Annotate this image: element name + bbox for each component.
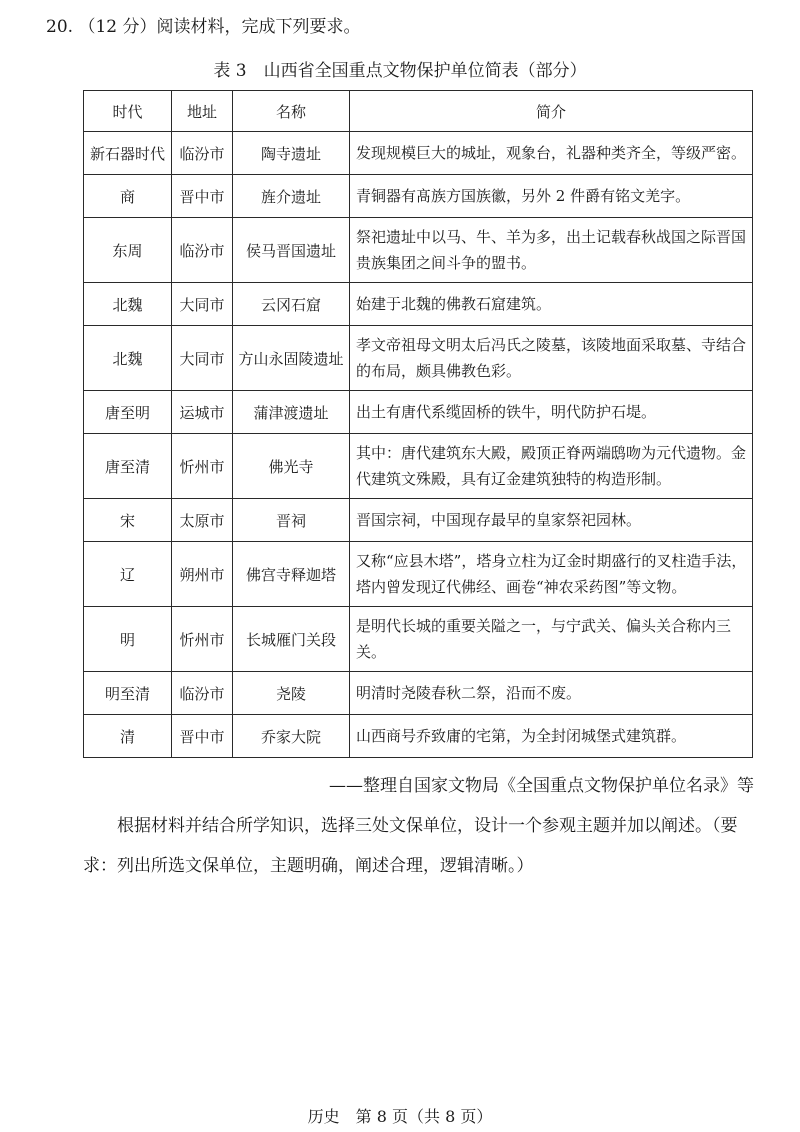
cell-intro: 发现规模巨大的城址，观象台，礼器种类齐全，等级严密。 [350, 132, 753, 175]
page-footer: 历史 第 8 页（共 8 页） [307, 1107, 493, 1126]
cell-era: 东周 [84, 218, 172, 283]
table-row [84, 672, 753, 715]
cell-intro: 是明代长城的重要关隘之一，与宁武关、偏头关合称内三关。 [350, 607, 753, 672]
cell-location: 大同市 [172, 326, 233, 391]
cell-era: 北魏 [84, 283, 172, 326]
cell-name: 云冈石窟 [233, 283, 350, 326]
table-row [84, 132, 753, 175]
cell-location: 运城市 [172, 391, 233, 434]
cell-era: 清 [84, 715, 172, 758]
cell-location: 临汾市 [172, 672, 233, 715]
cell-location: 忻州市 [172, 434, 233, 499]
cell-location: 忻州市 [172, 607, 233, 672]
cell-name: 长城雁门关段 [233, 607, 350, 672]
table-caption: 表 3 山西省全国重点文物保护单位简表（部分） [213, 61, 587, 81]
cell-location: 临汾市 [172, 218, 233, 283]
table-row [84, 283, 753, 326]
cell-era: 唐至清 [84, 434, 172, 499]
cell-name: 尧陵 [233, 672, 350, 715]
cell-intro: 祭祀遗址中以马、牛、羊为多，出土记载春秋战国之际晋国贵族集团之间斗争的盟书。 [350, 218, 753, 283]
cell-intro: 明清时尧陵春秋二祭，沿而不废。 [350, 672, 753, 715]
header-intro: 简介 [350, 91, 753, 132]
cell-name: 佛宫寺释迦塔 [233, 542, 350, 607]
cell-name: 乔家大院 [233, 715, 350, 758]
table-row [84, 434, 753, 499]
cell-intro: 又称“应县木塔”，塔身立柱为辽金时期盛行的叉柱造手法，塔内曾发现辽代佛经、画卷“神农采药图”等文物。 [350, 542, 753, 607]
header-era: 时代 [84, 91, 172, 132]
cell-intro: 山西商号乔致庸的宅第，为全封闭城堡式建筑群。 [350, 715, 753, 758]
cell-location: 大同市 [172, 283, 233, 326]
cell-location: 朔州市 [172, 542, 233, 607]
cell-name: 晋祠 [233, 499, 350, 542]
cell-name: 方山永固陵遗址 [233, 326, 350, 391]
task-instructions: 根据材料并结合所学知识，选择三处文保单位，设计一个参观主题并加以阐述。（要求：列出所选文保单位，主题明确，阐述合理，逻辑清晰。） [83, 816, 738, 876]
question-number: 20. [46, 17, 74, 37]
table-row [84, 326, 753, 391]
table-row [84, 715, 753, 758]
cell-location: 太原市 [172, 499, 233, 542]
cell-intro: 青铜器有髙族方国族徽，另外 2 件爵有铭文羌字。 [350, 175, 753, 218]
cell-era: 唐至明 [84, 391, 172, 434]
header-location: 地址 [172, 91, 233, 132]
cell-name: 蒲津渡遗址 [233, 391, 350, 434]
cell-location: 晋中市 [172, 715, 233, 758]
question-header [46, 12, 361, 37]
cell-intro: 出土有唐代系缆固桥的铁牛，明代防护石堤。 [350, 391, 753, 434]
table-row [84, 175, 753, 218]
cell-name: 旌介遗址 [233, 175, 350, 218]
cell-name: 陶寺遗址 [233, 132, 350, 175]
cell-era: 商 [84, 175, 172, 218]
cell-location: 临汾市 [172, 132, 233, 175]
cell-era: 新石器时代 [84, 132, 172, 175]
cell-intro: 其中：唐代建筑东大殿，殿顶正脊两端鸱吻为元代遗物。金代建筑文殊殿，具有辽金建筑独特的构造形制。 [350, 434, 753, 499]
cell-era: 宋 [84, 499, 172, 542]
table-row [84, 218, 753, 283]
cell-name: 侯马晋国遗址 [233, 218, 350, 283]
cell-intro: 孝文帝祖母文明太后冯氏之陵墓，该陵地面采取墓、寺结合的布局，颇具佛教色彩。 [350, 326, 753, 391]
cell-era: 辽 [84, 542, 172, 607]
question-prompt: （12 分）阅读材料，完成下列要求。 [78, 17, 361, 37]
material-source: ——整理自国家文物局《全国重点文物保护单位名录》等 [329, 776, 754, 796]
cell-intro: 晋国宗祠，中国现存最早的皇家祭祀园林。 [350, 499, 753, 542]
header-name: 名称 [233, 91, 350, 132]
table-row [84, 499, 753, 542]
table-row [84, 542, 753, 607]
table-row [84, 607, 753, 672]
cell-era: 北魏 [84, 326, 172, 391]
table-row [84, 391, 753, 434]
table-header-row [84, 91, 753, 132]
cell-location: 晋中市 [172, 175, 233, 218]
cell-name: 佛光寺 [233, 434, 350, 499]
cell-era: 明至清 [84, 672, 172, 715]
heritage-sites-table [83, 90, 753, 758]
cell-intro: 始建于北魏的佛教石窟建筑。 [350, 283, 753, 326]
cell-era: 明 [84, 607, 172, 672]
